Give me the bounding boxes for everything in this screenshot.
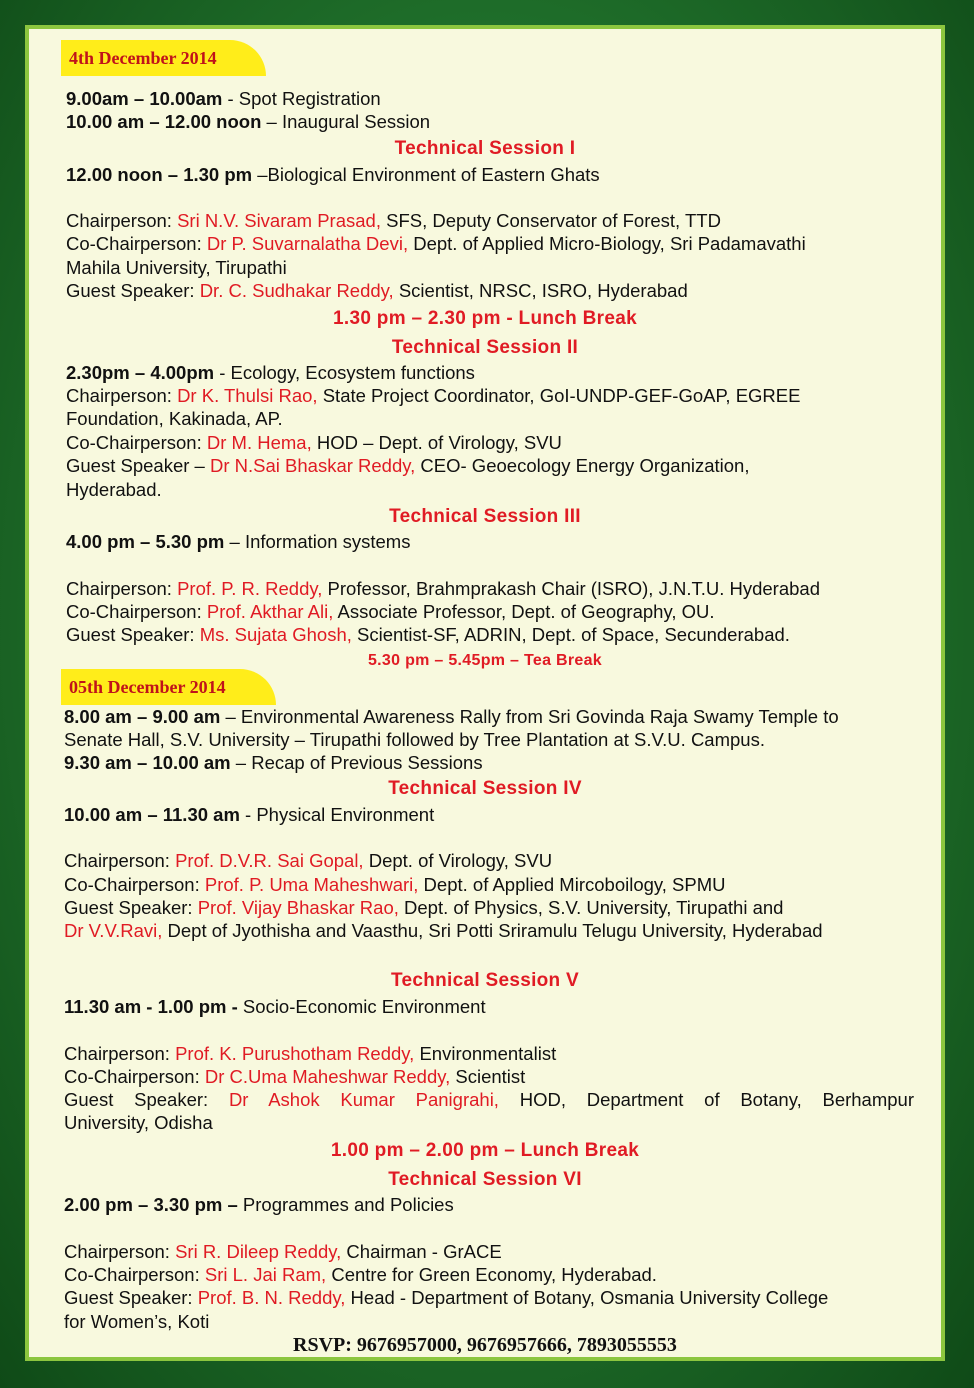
registration-time: 9.00am – 10.00am <box>66 88 223 109</box>
session6-topic: Programmes and Policies <box>237 1194 454 1215</box>
session1-topic: –Biological Environment of Eastern Ghats <box>252 164 600 185</box>
cochair-desc: HOD – Dept. of Virology, SVU <box>311 432 562 453</box>
chair-desc: Chairman - GrACE <box>341 1241 502 1262</box>
recap-line <box>29 751 941 774</box>
session6-time: 2.00 pm – 3.30 pm – <box>64 1194 238 1215</box>
session1-cochair <box>29 232 941 255</box>
cochair-label: Co-Chairperson: <box>64 1066 205 1087</box>
cochair-name: Prof. P. Uma Maheshwari, <box>204 874 419 895</box>
guest-name: Ms. Sujata Ghosh, <box>199 624 352 645</box>
guest-label: Guest Speaker: <box>64 897 198 918</box>
guest-name: Prof. B. N. Reddy, <box>197 1287 346 1308</box>
session5-title: Technical Session V <box>390 970 580 991</box>
recap-text: – Recap of Previous Sessions <box>230 752 483 773</box>
cochair-name: Dr M. Hema, <box>206 432 312 453</box>
session3-guest <box>29 623 941 646</box>
chair-desc: SFS, Deputy Conservator of Forest, TTD <box>380 210 721 231</box>
cochair-desc: Scientist <box>450 1066 526 1087</box>
guest-name: Dr Ashok Kumar Panigrahi, <box>228 1089 499 1110</box>
session5-chair <box>29 1042 941 1065</box>
chair-name: Dr K. Thulsi Rao, <box>177 385 318 406</box>
session6-time-line <box>29 1193 941 1216</box>
session2-time: 2.30pm – 4.00pm <box>66 362 215 383</box>
session1-cochair-cont: Mahila University, Tirupathi <box>66 257 287 278</box>
chair-name: Sri N.V. Sivaram Prasad, <box>177 210 381 231</box>
session1-time-line <box>29 163 941 186</box>
chair-name: Sri R. Dileep Reddy, <box>175 1241 342 1262</box>
session2-chair-cont: Foundation, Kakinada, AP. <box>66 408 283 429</box>
chair-label: Chairperson: <box>64 850 176 871</box>
lunch-break-2: 1.00 pm – 2.00 pm – Lunch Break <box>330 1140 640 1161</box>
guest-label: Guest Speaker: <box>66 280 200 301</box>
session5-cochair <box>29 1065 941 1088</box>
cochair-label: Co-Chairperson: <box>66 432 207 453</box>
day2-date: 05th December 2014 <box>69 677 226 697</box>
session2-topic: - Ecology, Ecosystem functions <box>214 362 475 383</box>
session2-chair <box>29 384 941 407</box>
tea-break: 5.30 pm – 5.45pm – Tea Break <box>367 652 602 669</box>
day2-date-banner <box>61 669 276 705</box>
rally-line <box>29 705 941 728</box>
inaugural-text: – Inaugural Session <box>261 111 431 132</box>
guest-name: Dr. C. Sudhakar Reddy, <box>199 280 394 301</box>
session3-title: Technical Session III <box>389 506 581 527</box>
chair-desc: Professor, Brahmprakash Chair (ISRO), J.N.T.U. Hyderabad <box>322 578 821 599</box>
programme-page <box>25 25 945 1361</box>
chair-name: Prof. K. Purushotham Reddy, <box>175 1043 415 1064</box>
cochair-name: Sri L. Jai Ram, <box>204 1264 327 1285</box>
rally-text-cont: Senate Hall, S.V. University – Tirupathi followed by Tree Plantation at S.V.U. Campus. <box>64 729 765 750</box>
session6-guest-cont: for Women’s, Koti <box>64 1311 210 1332</box>
guest-desc: Scientist-SF, ADRIN, Dept. of Space, Secunderabad. <box>351 624 790 645</box>
cochair-desc: Dept. of Applied Mircoboilogy, SPMU <box>418 874 726 895</box>
session1-time: 12.00 noon – 1.30 pm <box>66 164 253 185</box>
session5-guest <box>29 1088 941 1111</box>
rsvp-line: RSVP: 9676957000, 9676957666, 7893055553 <box>293 1334 677 1356</box>
guest-desc: Head - Department of Botany, Osmania University College <box>345 1287 829 1308</box>
guest-desc: CEO- Geoecology Energy Organization, <box>415 455 750 476</box>
rally-time: 8.00 am – 9.00 am <box>64 706 221 727</box>
session3-topic: – Information systems <box>224 531 411 552</box>
guest-label: Guest Speaker: <box>64 1287 198 1308</box>
rally-text: – Environmental Awareness Rally from Sri Govinda Raja Swamy Temple to <box>220 706 839 727</box>
guest-desc: Scientist, NRSC, ISRO, Hyderabad <box>393 280 688 301</box>
guest-label: Guest Speaker: <box>66 624 200 645</box>
cochair-label: Co-Chairperson: <box>64 1264 205 1285</box>
session2-guest <box>29 454 941 477</box>
day1-date: 4th December 2014 <box>69 48 217 68</box>
cochair-desc: Dept. of Applied Micro-Biology, Sri Padamavathi <box>408 233 806 254</box>
session3-time: 4.00 pm – 5.30 pm <box>66 531 225 552</box>
session5-time-line <box>29 995 941 1018</box>
guest-name: Dr N.Sai Bhaskar Reddy, <box>209 455 416 476</box>
session2-title: Technical Session II <box>391 337 579 358</box>
session1-guest <box>29 279 941 302</box>
session3-time-line <box>29 530 941 553</box>
session4-guest <box>29 896 941 919</box>
inaugural-time: 10.00 am – 12.00 noon <box>66 111 262 132</box>
session2-cochair <box>29 431 941 454</box>
chair-desc: Dept. of Virology, SVU <box>363 850 553 871</box>
chair-name: Prof. D.V.R. Sai Gopal, <box>175 850 364 871</box>
guest-desc: HOD, Department of Botany, Berhampur <box>498 1089 914 1110</box>
chair-name: Prof. P. R. Reddy, <box>177 578 323 599</box>
chair-label: Chairperson: <box>64 1241 176 1262</box>
chair-label: Chairperson: <box>66 385 178 406</box>
session5-topic: Socio-Economic Environment <box>237 996 486 1017</box>
session4-time: 10.00 am – 11.30 am <box>64 804 240 825</box>
guest-name: Prof. Vijay Bhaskar Rao, <box>197 897 399 918</box>
session2-time-line <box>29 361 941 384</box>
cochair-desc: Centre for Green Economy, Hyderabad. <box>326 1264 657 1285</box>
guest2-desc: Dept of Jyothisha and Vaasthu, Sri Potti Sriramulu Telugu University, Hyderabad <box>162 920 823 941</box>
lunch-break-1: 1.30 pm – 2.30 pm - Lunch Break <box>333 308 637 329</box>
cochair-name: Prof. Akthar Ali, <box>206 601 334 622</box>
session4-topic: - Physical Environment <box>239 804 435 825</box>
session4-time-line <box>29 803 941 826</box>
chair-label: Chairperson: <box>66 210 178 231</box>
chair-desc: Environmentalist <box>414 1043 557 1064</box>
registration-text: - Spot Registration <box>222 88 381 109</box>
session1-chair <box>29 209 941 232</box>
session5-guest-cont: University, Odisha <box>64 1112 213 1133</box>
session3-chair <box>29 577 941 600</box>
guest-desc: Dept. of Physics, S.V. University, Tirupathi and <box>398 897 784 918</box>
cochair-label: Co-Chairperson: <box>66 601 207 622</box>
session4-guest2 <box>29 919 941 942</box>
session1-title: Technical Session I <box>394 138 576 159</box>
session4-title: Technical Session IV <box>388 778 582 799</box>
session6-cochair <box>29 1263 941 1286</box>
guest-label: Guest Speaker – <box>66 455 210 476</box>
cochair-label: Co-Chairperson: <box>64 874 205 895</box>
cochair-label: Co-Chairperson: <box>66 233 207 254</box>
cochair-name: Dr P. Suvarnalatha Devi, <box>206 233 409 254</box>
session2-guest-cont: Hyderabad. <box>66 479 162 500</box>
session6-chair <box>29 1240 941 1263</box>
recap-time: 9.30 am – 10.00 am <box>64 752 231 773</box>
registration-line <box>29 87 941 110</box>
chair-label: Chairperson: <box>66 578 178 599</box>
guest-label: Guest Speaker: <box>64 1089 229 1110</box>
cochair-name: Dr C.Uma Maheshwar Reddy, <box>204 1066 451 1087</box>
session6-title: Technical Session VI <box>388 1169 582 1190</box>
inaugural-line <box>29 110 941 133</box>
chair-label: Chairperson: <box>64 1043 176 1064</box>
cochair-desc: Associate Professor, Dept. of Geography, OU. <box>333 601 715 622</box>
guest2-name: Dr V.V.Ravi, <box>64 920 163 941</box>
session5-time: 11.30 am - 1.00 pm - <box>64 996 238 1017</box>
session6-guest <box>29 1286 941 1309</box>
day1-date-banner <box>61 40 266 76</box>
session4-cochair <box>29 873 941 896</box>
session4-chair <box>29 849 941 872</box>
session3-cochair <box>29 600 941 623</box>
chair-desc: State Project Coordinator, GoI-UNDP-GEF-GoAP, EGREE <box>317 385 801 406</box>
